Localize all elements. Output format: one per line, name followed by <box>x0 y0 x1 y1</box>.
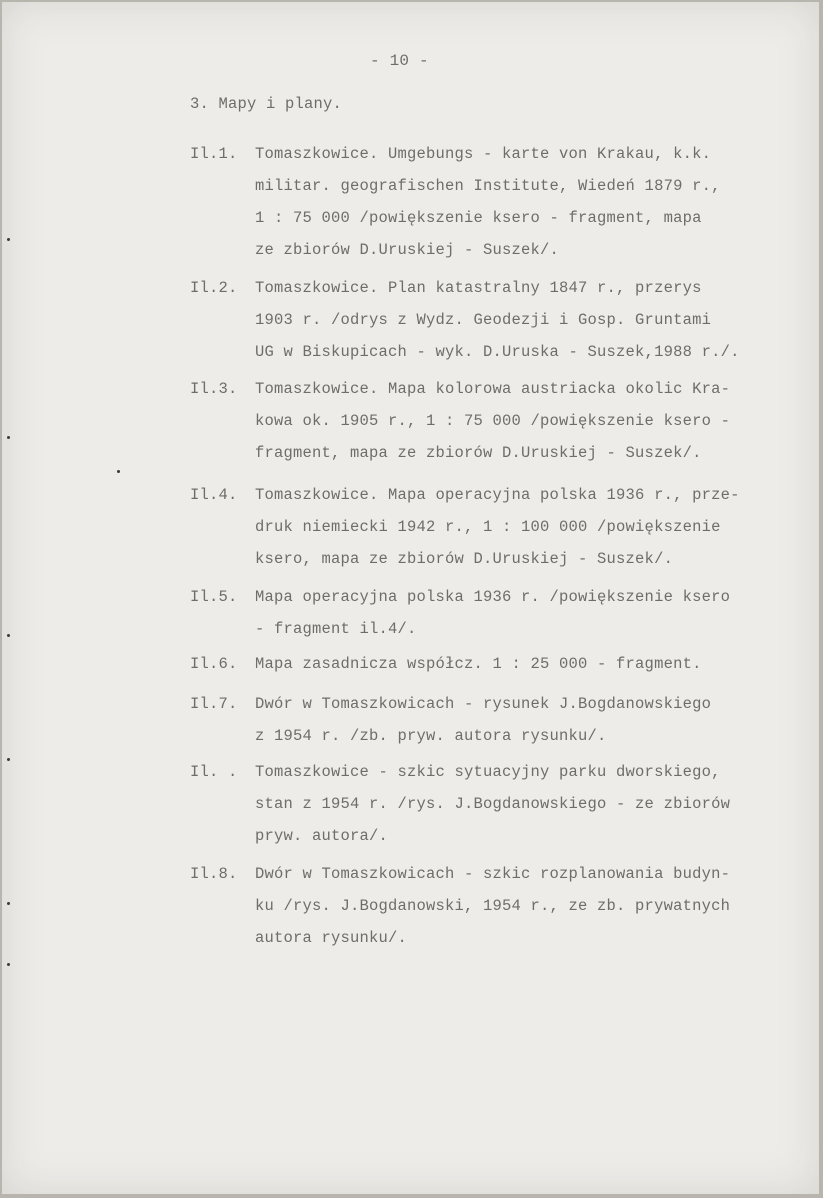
scan-speck <box>7 634 10 637</box>
entry-line: Dwór w Tomaszkowicach - szkic rozplanowania budyn- <box>255 865 731 883</box>
document-page <box>2 2 819 1194</box>
entry-number: Il.8. <box>190 865 238 883</box>
entry-line: Tomaszkowice - szkic sytuacyjny parku dworskiego, <box>255 763 721 781</box>
entry-line: ze zbiorów D.Uruskiej - Suszek/. <box>255 241 560 259</box>
entry-line: Tomaszkowice. Plan katastralny 1847 r., przerys <box>255 279 702 297</box>
entry-number: Il.3. <box>190 380 238 398</box>
scan-speck <box>117 470 120 473</box>
entry-line: UG w Biskupicach - wyk. D.Uruska - Suszek,1988 r./. <box>255 343 740 361</box>
entry-line: Tomaszkowice. Mapa kolorowa austriacka okolic Kra- <box>255 380 731 398</box>
entry-number: Il.5. <box>190 588 238 606</box>
section-heading: 3. Mapy i plany. <box>190 95 343 113</box>
entry-line: kowa ok. 1905 r., 1 : 75 000 /powiększenie ksero - <box>255 412 731 430</box>
entry-line: pryw. autora/. <box>255 827 389 845</box>
entry-number: Il.7. <box>190 695 238 713</box>
entry-line: Tomaszkowice. Mapa operacyjna polska 1936 r., prze- <box>255 486 740 504</box>
entry-line: druk niemiecki 1942 r., 1 : 100 000 /powiększenie <box>255 518 721 536</box>
scan-speck <box>7 902 10 905</box>
scan-speck <box>7 436 10 439</box>
entry-line: fragment, mapa ze zbiorów D.Uruskiej - Suszek/. <box>255 444 702 462</box>
entry-line: ku /rys. J.Bogdanowski, 1954 r., ze zb. prywatnych <box>255 897 731 915</box>
entry-number: Il.4. <box>190 486 238 504</box>
entry-line: - fragment il.4/. <box>255 620 417 638</box>
entry-line: z 1954 r. /zb. pryw. autora rysunku/. <box>255 727 607 745</box>
entry-line: Dwór w Tomaszkowicach - rysunek J.Bogdanowskiego <box>255 695 712 713</box>
scan-speck <box>7 238 10 241</box>
entry-number: Il.1. <box>190 145 238 163</box>
scan-speck <box>7 758 10 761</box>
entry-line: Mapa operacyjna polska 1936 r. /powiększenie ksero <box>255 588 731 606</box>
entry-line: stan z 1954 r. /rys. J.Bogdanowskiego - ze zbiorów <box>255 795 731 813</box>
entry-line: militar. geografischen Institute, Wiedeń 1879 r., <box>255 177 721 195</box>
entry-line: Tomaszkowice. Umgebungs - karte von Krakau, k.k. <box>255 145 712 163</box>
entry-number: Il.6. <box>190 655 238 673</box>
entry-line: autora rysunku/. <box>255 929 408 947</box>
entry-number: Il.2. <box>190 279 238 297</box>
entry-number: Il. . <box>190 763 238 781</box>
scan-speck <box>7 963 10 966</box>
entry-line: ksero, mapa ze zbiorów D.Uruskiej - Suszek/. <box>255 550 674 568</box>
entry-line: Mapa zasadnicza współcz. 1 : 25 000 - fragment. <box>255 655 702 673</box>
page-number: - 10 - <box>370 52 429 70</box>
entry-line: 1903 r. /odrys z Wydz. Geodezji i Gosp. Gruntami <box>255 311 712 329</box>
entry-line: 1 : 75 000 /powiększenie ksero - fragment, mapa <box>255 209 702 227</box>
